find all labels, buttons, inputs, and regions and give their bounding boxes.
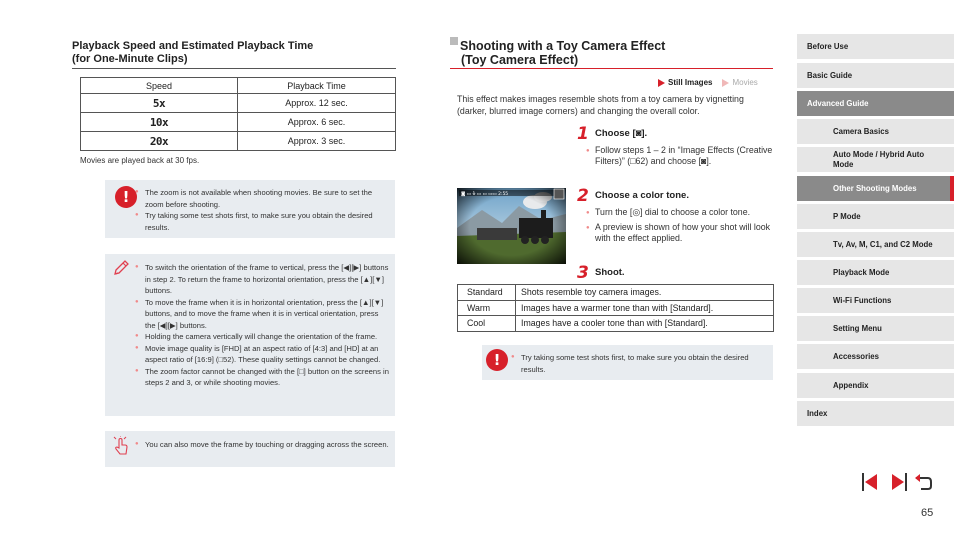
list-item: ● Holding the camera vertically will change the orientation of the frame. xyxy=(135,331,389,343)
section-divider xyxy=(72,68,396,69)
mode-still-images: Still Images xyxy=(658,78,712,87)
step-title: Choose a color tone. xyxy=(595,190,689,201)
caution-box xyxy=(105,180,395,238)
table-row xyxy=(458,285,774,301)
list-item: ● Follow steps 1 – 2 in “Image Effects (Creative Filters)” (□62) and choose [◙]. xyxy=(586,145,776,167)
list-item: ● You can also move the frame by touching or dragging across the screen. xyxy=(135,439,389,451)
table-cell: Images have a cooler tone than with [Standard]. xyxy=(516,316,774,332)
page-number: 65 xyxy=(921,507,934,519)
speed-icon: 10x xyxy=(81,113,238,132)
table-cell: Cool xyxy=(458,316,516,332)
playback-speed-table xyxy=(80,77,396,151)
list-item: ● Turn the [◎] dial to choose a color tone. xyxy=(586,207,776,218)
step-bullets xyxy=(586,145,776,171)
touch-box xyxy=(105,431,395,467)
sidebar-item-index[interactable]: Index xyxy=(797,401,954,426)
table-row xyxy=(81,113,396,132)
caution-icon: ! xyxy=(115,186,137,208)
section-title-playback-speed: Playback Speed and Estimated Playback Time (for One-Minute Clips) xyxy=(72,40,314,65)
sidebar-item-advanced-guide[interactable]: Advanced Guide xyxy=(797,91,954,116)
list-item: ● The zoom factor cannot be changed with the [□] button on the screens in steps 2 and 3, or while shooting movies. xyxy=(135,366,389,389)
table-row xyxy=(458,300,774,316)
step-title: Shoot. xyxy=(595,267,625,278)
table-header-cell: Playback Time xyxy=(238,78,396,94)
table-row xyxy=(81,132,396,151)
table-row xyxy=(81,94,396,113)
caution-list xyxy=(511,352,766,375)
step-title: Choose [◙]. xyxy=(595,128,648,139)
pencil-icon xyxy=(111,258,131,278)
table-cell: Approx. 6 sec. xyxy=(238,113,396,132)
caution-list xyxy=(135,187,385,233)
sidebar-item-wifi-functions[interactable]: Wi-Fi Functions xyxy=(797,288,954,313)
sidebar-item-accessories[interactable]: Accessories xyxy=(797,344,954,369)
sidebar-item-basic-guide[interactable]: Basic Guide xyxy=(797,63,954,88)
touch-list xyxy=(135,439,389,451)
sidebar-item-before-use[interactable]: Before Use xyxy=(797,34,954,59)
speed-icon: 5x xyxy=(81,94,238,113)
list-item: ● A preview is shown of how your shot will look with the effect applied. xyxy=(586,222,776,244)
triangle-icon xyxy=(658,79,665,87)
section-marker xyxy=(450,37,458,45)
list-item: ● To switch the orientation of the frame to vertical, press the [◀][▶] buttons in step 2. To return the frame to horizontal orientation, press the [▲][▼] buttons. xyxy=(135,262,389,297)
table-cell: Approx. 12 sec. xyxy=(238,94,396,113)
table-cell: Approx. 3 sec. xyxy=(238,132,396,151)
sidebar-item-camera-basics[interactable]: Camera Basics xyxy=(797,119,954,144)
toy-camera-photo xyxy=(457,188,566,264)
table-cell: Images have a warmer tone than with [Standard]. xyxy=(516,300,774,316)
next-page-icon[interactable] xyxy=(888,472,908,492)
section-title-toy-camera: Shooting with a Toy Camera Effect (Toy Camera Effect) xyxy=(460,39,666,67)
intro-paragraph: This effect makes images resemble shots from a toy camera by vignetting (darker, blurred image corners) and changing the overall color. xyxy=(457,94,744,116)
list-item: ● Movie image quality is [FHD] at an aspect ratio of [4:3] and [HD] at an aspect ratio of [16:9] (□52). These quality settings cannot be changed. xyxy=(135,343,389,366)
speed-icon: 20x xyxy=(81,132,238,151)
touch-icon xyxy=(113,436,131,456)
memo-list xyxy=(135,262,389,389)
list-item: ● To move the frame when it is in horizontal orientation, press the [▲][▼] buttons, and to move the frame when it is in vertical orientation, press the [◀][▶] buttons. xyxy=(135,297,389,332)
fps-note: Movies are played back at 30 fps. xyxy=(80,156,200,165)
step-number: 1 xyxy=(577,124,589,144)
list-item: ● The zoom is not available when shooting movies. Be sure to set the zoom before shooting. xyxy=(135,187,385,210)
camera-preview-image xyxy=(457,188,566,264)
table-cell: Warm xyxy=(458,300,516,316)
svg-text:◙ ▭ 1̶ ▭ ▭ ▭▭ 2:55: ◙ ▭ 1̶ ▭ ▭ ▭▭ 2:55 xyxy=(461,192,509,197)
table-cell: Standard xyxy=(458,285,516,301)
caution-icon: ! xyxy=(486,349,508,371)
table-header-row xyxy=(81,78,396,94)
sidebar-item-appendix[interactable]: Appendix xyxy=(797,373,954,398)
sidebar-item-p-mode[interactable]: P Mode xyxy=(797,204,954,229)
table-header-cell: Speed xyxy=(81,78,238,94)
caution-box xyxy=(482,345,773,380)
table-cell: Shots resemble toy camera images. xyxy=(516,285,774,301)
sidebar-item-other-shooting-modes[interactable]: Other Shooting Modes xyxy=(797,176,954,201)
list-item: ● Try taking some test shots first, to make sure you obtain the desired results. xyxy=(511,352,766,375)
sidebar-item-setting-menu[interactable]: Setting Menu xyxy=(797,316,954,341)
sidebar-item-tv-av-m-mode[interactable]: Tv, Av, M, C1, and C2 Mode xyxy=(797,232,954,257)
triangle-icon xyxy=(722,79,729,87)
return-icon[interactable] xyxy=(913,472,933,492)
mode-movies: Movies xyxy=(722,78,757,87)
sidebar-item-auto-mode[interactable]: Auto Mode / Hybrid Auto Mode xyxy=(797,147,954,172)
previous-page-icon[interactable] xyxy=(861,472,881,492)
list-item: ● Try taking some test shots first, to make sure you obtain the desired results. xyxy=(135,210,385,233)
mode-tags xyxy=(658,78,758,87)
section-divider xyxy=(450,68,773,69)
color-tone-table xyxy=(457,284,774,332)
memo-box xyxy=(105,254,395,416)
step-number: 2 xyxy=(577,186,589,206)
table-row xyxy=(458,316,774,332)
step-bullets xyxy=(586,207,776,248)
step-number: 3 xyxy=(577,263,589,283)
sidebar-item-playback-mode[interactable]: Playback Mode xyxy=(797,260,954,285)
